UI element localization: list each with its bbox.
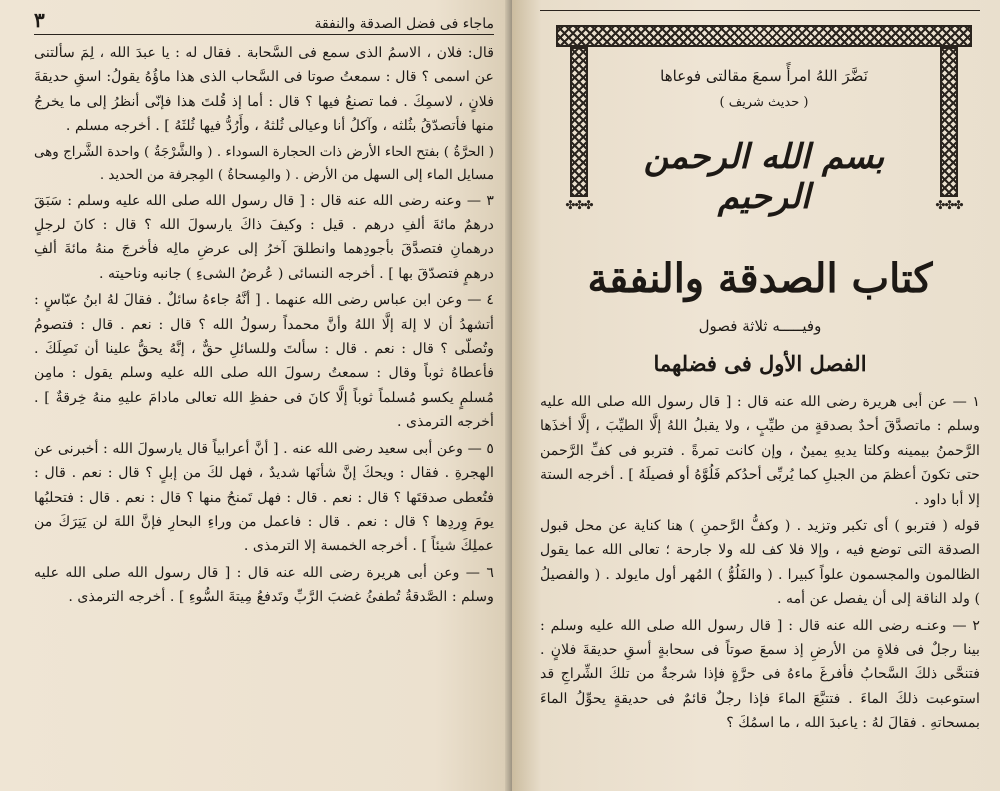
frame-right-finial: ✤✤✤ xyxy=(935,198,963,212)
right-page xyxy=(512,0,1000,791)
hadith-source: ( حديث شريف ) xyxy=(719,95,809,110)
commentary-1: قوله ( فتربو ) أى تكبر وتزيد . ( وكفُّ الرَّحمنِ ) هنا كناية عن محل قبول الصدقة التى توضع فيه ، وإلا فلا كف لله ولا جارحة ؛ تعالى الله عما يقول الظالمون والمجسمون علواً كبيرا . ( والفَلُوُّ ) المُهر أول مايولد . ( والفصيلُ ) ولد الناقة إلى أن يفصل عن أمه . xyxy=(540,518,980,608)
hadith-2: ٢ — وعنـه رضى الله عنه قال : [ قال رسول الله صلى الله عليه وسلم : بينا رجلٌ فى فلاةٍ من الأرضِ إذ سمعَ صوتاً فى سحابةٍ أسقِ حديقةَ فلانٍ . فتنحَّى ذلكَ السَّحابُ فأفرغَ ماءهُ فى حرَّةٍ فإذا شرجةٌ من تلكَ الشِّراجِ قد استوعبت ذلكَ الماءَ . فتتبَّعَ الماءَ فإذا رجلٌ قائمٌ فى حديقةٍ يحوِّلُ الماءَ بمسحاتهِ . فقالَ لهُ : ياعبدَ الله ، ما اسمُكَ ؟ xyxy=(540,617,980,732)
chapter-title: الفصل الأول فى فضلهما xyxy=(653,351,867,376)
ornamental-frame xyxy=(556,25,972,215)
running-title: ماجاء فى فضل الصدقة والنفقة xyxy=(314,16,494,32)
frame-top-ornament xyxy=(556,25,972,47)
top-rule xyxy=(540,10,980,11)
hadith-4: ٤ — وعن ابن عباس رضى الله عنهما . [ أنَّهُ جاءهُ سائلٌ . فقالَ لهُ ابنُ عبّاسٍ : أتشهدُ أن لا إلهَ إلَّا اللهُ وأنَّ محمداً رسولُ الله ؟ قال : نعم . قال : فتصومُ وتُصلّى ؟ قال : نعم . قال : سألتَ وللسائلِ حقٌّ ، إنَّهُ يحقُّ علينا أن نَصِلَكَ . فأعطاهُ ثوباً وقال : سمعتُ رسولَ الله صلى الله عليه وسلم يقول : مامِن مُسلمٍ يكسو مُسلماً ثوباً إلَّا كانَ فى حفظِ الله تعالى مادامَ عليهِ منهُ خِرقةٌ ] . أخرجه الترمذى . xyxy=(34,292,494,431)
book-title: كتاب الصدقة والنفقة xyxy=(587,255,933,302)
sections-note: وفيـــــه ثلاثة فصول xyxy=(698,317,822,335)
hadith-3: ٣ — وعنه رضى الله عنه قال : [ قال رسول الله صلى الله عليه وسلم : سَبَقَ درهمٌ مائةَ ألفِ درهم . قيل : وكيفَ ذاكَ يارسولَ الله ؟ قال : كانَ لرجلٍ درهمانِ فتصدَّقَ بأجودِهما وانطلقَ آخرُ إلى عرضِ مالِه فأخرجَ منهُ مائةَ ألفِ درهمٍ فتصدّقَ بها ] . أخرجه النسائى ( عُرضُ الشىءِ ) جانبه وناحيته . xyxy=(34,192,494,282)
hadith-1: ١ — عن أبى هريرة رضى الله عنه قال : [ قال رسول الله صلى الله عليه وسلم : ماتصدَّقَ أحدٌ بصدقةٍ من طيِّبٍ ، ولا يقبلُ اللهُ إلَّا الطيِّبَ ، إلَّا أخذَها الرَّحمنُ بيمينه وكلتا يديهِ يمينٌ ، وإن كانت تمرةً . فتربو فى كفِّ الرَّحمن حتى تكونَ أعظمَ من الجبلِ كما يُربِّى أحدُكم فَلُوَّهُ أو فصيلَهُ ] . أخرجه الستة إلا أبا داود . xyxy=(540,394,980,508)
basmala-calligraphy: بسم الله الرحمن الرحيم xyxy=(643,137,885,217)
frame-right-ornament xyxy=(940,47,958,197)
frame-left-finial: ✤✤✤ xyxy=(565,198,593,212)
paragraph-glossary: ( الحرَّةُ ) بفتح الحاء الأرض ذات الحجارة السوداء . ( والشَّرْجَةُ ) واحدة الشَّراج وهى مسايل الماء إلى السهل من الأرض . ( والمِسحاةُ ) المِجرفة من الحديد . xyxy=(34,144,494,183)
running-header xyxy=(34,8,494,35)
frame-left-ornament xyxy=(570,47,588,197)
page-number: ٣ xyxy=(34,8,45,32)
hadith-header: نَضَّرَ اللهُ امرأً سمعَ مقالتى فوعاها xyxy=(660,67,868,85)
paragraph-continuation: قال: فلان ، الاسمُ الذى سمع فى السَّحابة . فقال له : يا عبدَ الله ، لِمَ سألتنى عن اسمى ؟ قال : سمعتُ صوتا فى السَّحاب الذى هذا ماؤُهُ يقولُ: اسقِ حديقةَ فلانٍ ، لاسمِكَ . فما تصنعُ فيها ؟ قال : أما إذ قُلتَ هذا فإنّى أنظرُ إلى ما يخرجُ منها فأتصدّقُ بثُلثه ، وآكلُ أنا وعيالى ثُلثهُ ، وأَرُدُّ فيها ثُلثَهُ ] . أخرجه مسلم . xyxy=(34,45,494,135)
hadith-6: ٦ — وعن أبى هريرة رضى الله عنه قال : [ قال رسول الله صلى الله عليه وسلم : الصَّدقةُ تُطفئُ غضبَ الرَّبِّ وتَدفعُ مِيتةَ السُّوءِ ] . أخرجه الترمذى . xyxy=(34,564,494,606)
hadith-5: ٥ — وعن أبى سعيد رضى الله عنه . [ أنَّ أعرابياً قال يارسولَ الله : أخبرنى عن الهجرةِ . فقال : ويحكَ إنَّ شأنَها شديدٌ ، فهل لكَ من إبلٍ ؟ قال : نعم . قال : فتُعطى صدقتَها ؟ قال : نعم . قال : فهل تَمنحُ منها ؟ قال : نعم . قال : فتحلبُها يومَ وِردِها ؟ قال : نعم . قال : فاعمل من وراءِ البحارِ فإنَّ اللهَ لن يَتِرَكَ من عملِكَ شيئاً ] . أخرجه الخمسة إلا الترمذى . xyxy=(34,440,494,555)
